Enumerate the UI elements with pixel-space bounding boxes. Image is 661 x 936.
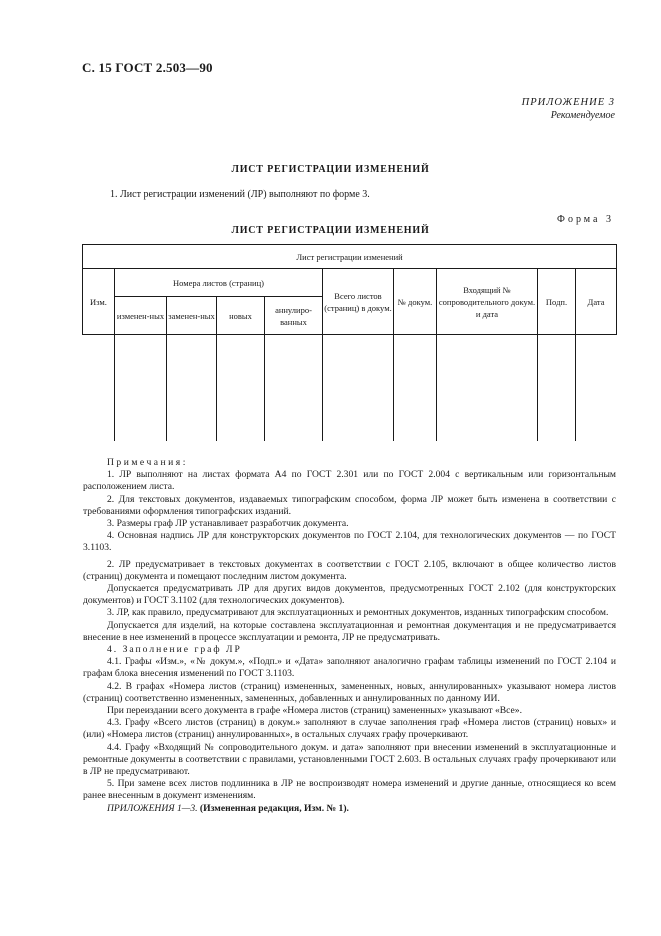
- header-izm: Изм.: [83, 269, 115, 335]
- subheader-changed: изменен-ных: [115, 297, 167, 335]
- para-3b: Допускается для изделий, на которые составлена эксплуатационная и ремонтная документация и не предусматривается внесение в нее изменений в процессе эксплуатации и ремонта, ЛР не предусматривать.: [83, 619, 616, 643]
- para-4-4: 4.4. Графу «Входящий № сопроводительного докум. и дата» заполняют при внесении изменений в эксплуатационные и ремонтные документы в соответствии с правилами, установленными ГОСТ 2.603. В остальных случаях графу прочеркивают или в ЛР не предусматривают.: [83, 741, 616, 778]
- header-sheet-numbers: Номера листов (страниц): [115, 269, 323, 297]
- page-header: С. 15 ГОСТ 2.503—90: [82, 60, 213, 75]
- para-2b: Допускается предусматривать ЛР для других видов документов, предусмотренных ГОСТ 2.102 (для конструкторских документов) и ГОСТ 3.1102 (для технологических документов).: [83, 583, 616, 607]
- header-date: Дата: [576, 269, 617, 335]
- footer-italic: ПРИЛОЖЕНИЯ 1—3.: [107, 802, 198, 814]
- header-incoming: Входящий № сопроводительного докум. и дата: [437, 269, 538, 335]
- para-2: 2. ЛР предусматривает в текстовых документах в соответствии с ГОСТ 2.105, включают в общее количество листов (страниц) документа и помещают последним листом документа.: [83, 558, 616, 582]
- registration-table: [82, 244, 617, 441]
- header-signature: Подп.: [538, 269, 576, 335]
- para-4-3: 4.3. Графу «Всего листов (страниц) в докум.» заполняют в случае заполнения граф «Номера листов (страниц) новых» и (или) «Номера листов (страниц) аннулированных», в остальных случаях графу прочеркивают.: [83, 717, 616, 741]
- item-1: 1. Лист регистрации изменений (ЛР) выполняют по форме 3.: [110, 189, 370, 200]
- section-title: ЛИСТ РЕГИСТРАЦИИ ИЗМЕНЕНИЙ: [231, 164, 430, 175]
- para-4-2: 4.2. В графах «Номера листов (страниц) измененных, замененных, новых, аннулированных» указывают номера листов (страниц) соответственно измененных, замененных, добавленных и аннулированных по данному ИИ.: [83, 680, 616, 704]
- footer-bold: (Измененная редакция, Изм. № 1).: [197, 802, 349, 814]
- header-doc-number: № докум.: [394, 269, 437, 335]
- appendix-label: ПРИЛОЖЕНИЕ 3: [521, 97, 615, 108]
- form-number: Форма 3: [557, 214, 614, 225]
- note-3: 3. Размеры граф ЛР устанавливает разработчик документа.: [107, 518, 349, 530]
- note-1: 1. ЛР выполняют на листах формата А4 по ГОСТ 2.301 или по ГОСТ 2.004 с вертикальным или горизонтальным расположением листа.: [83, 469, 616, 493]
- subheader-cancelled: аннулиро-ванных: [265, 297, 323, 335]
- notes-block: [83, 457, 616, 815]
- para-4: 4. Заполнение граф ЛР: [107, 644, 242, 656]
- note-4: 4. Основная надпись ЛР для конструкторских документов по ГОСТ 2.104, для технологических документов — по ГОСТ 3.1103.: [83, 530, 616, 554]
- para-4-1: 4.1. Графы «Изм.», «№ докум.», «Подп.» и «Дата» заполняют аналогично графам таблицы изменений по ГОСТ 2.104 и графам блока внесения изменений по ГОСТ 3.1103.: [83, 656, 616, 680]
- header-total-sheets: Всего листов (страниц) в докум.: [323, 269, 394, 335]
- appendix-block: [522, 97, 615, 121]
- subheader-replaced: заменен-ных: [167, 297, 217, 335]
- para-5: 5. При замене всех листов подлинника в ЛР не воспроизводят номера изменений и другие данные, относящиеся ко всем ранее внесенным в документ изменениям.: [83, 778, 616, 802]
- table-caption: Лист регистрации изменений: [83, 245, 617, 269]
- table-body-row: [83, 335, 617, 441]
- footer-line: [83, 803, 616, 815]
- note-2: 2. Для текстовых документов, издаваемых типографским способом, форма ЛР может быть изменена в соответствии с требованиями оформления типографских изданий.: [83, 493, 616, 517]
- appendix-status: Рекомендуемое: [550, 110, 615, 121]
- form-title: ЛИСТ РЕГИСТРАЦИИ ИЗМЕНЕНИЙ: [231, 225, 430, 236]
- notes-heading: Примечания:: [107, 457, 188, 468]
- subheader-new: новых: [217, 297, 265, 335]
- para-4-2b: При переиздании всего документа в графе «Номера листов (страниц) замененных» указывают «Все».: [107, 705, 522, 717]
- para-3: 3. ЛР, как правило, предусматривают для эксплуатационных и ремонтных документов, изданных типографским способом.: [107, 607, 609, 619]
